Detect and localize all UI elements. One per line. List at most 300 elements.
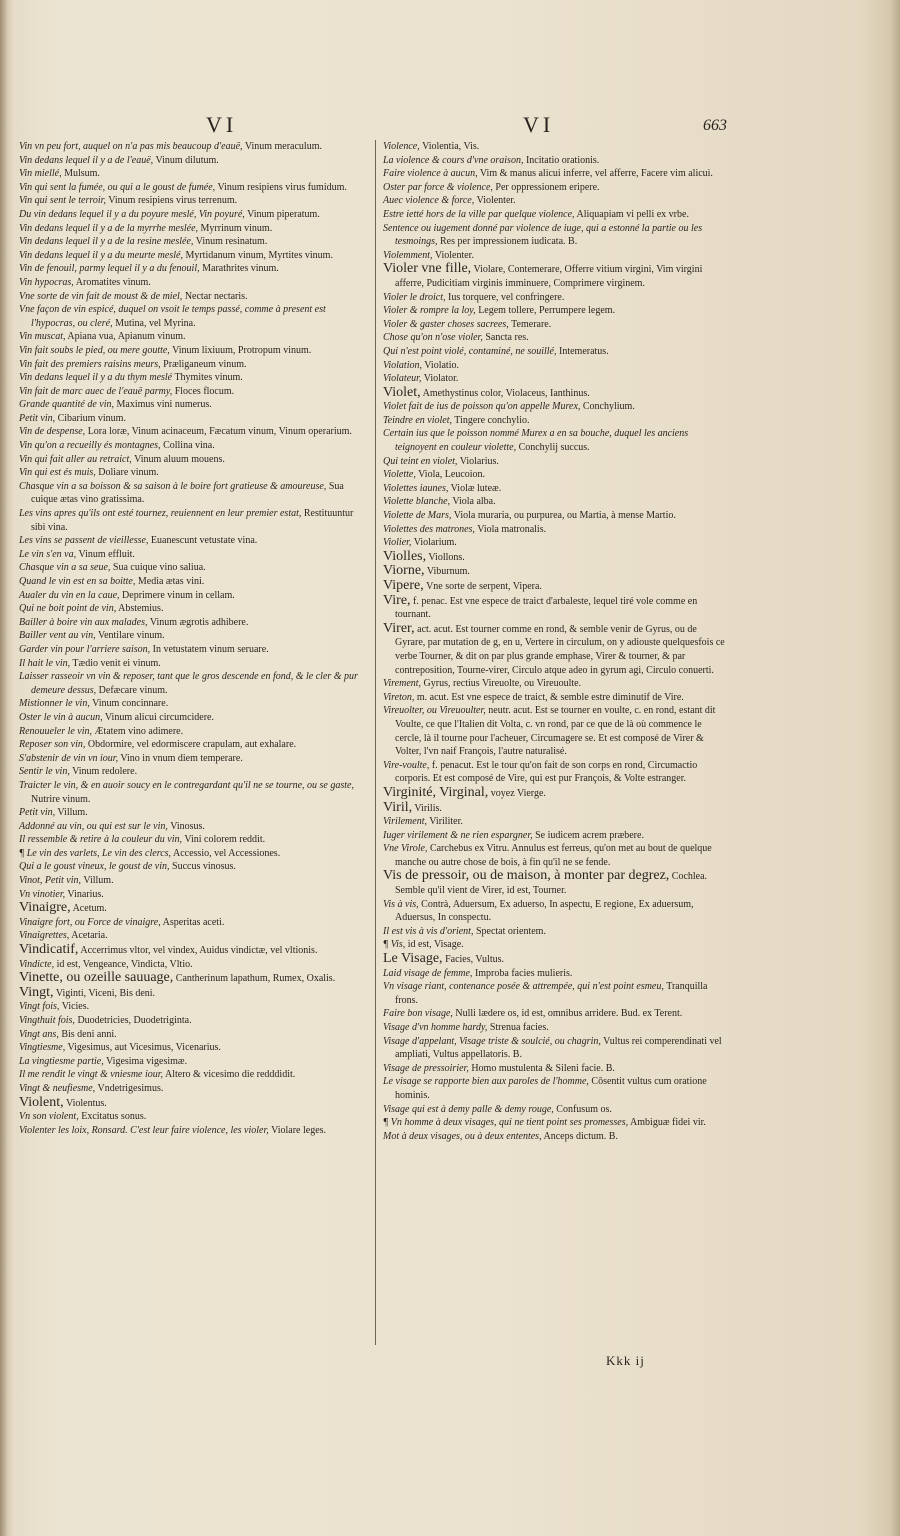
- entry-translation: Villum.: [81, 875, 114, 887]
- entry-headword: Chose qu'on n'ose violer,: [383, 332, 483, 344]
- entry-headword: Laisser rasseoir vn vin & reposer, tant que le gros descende en fond, & le cler & pur demeure dessus,: [19, 671, 358, 696]
- entry-translation: Myrrinum vinum.: [198, 222, 273, 234]
- entry-translation: Vultus rei comperendinati vel ampliati, Vultus appellatoris. B.: [395, 1035, 722, 1061]
- entry-headword: Chasque vin a sa seue,: [19, 562, 111, 574]
- dictionary-entry: [19, 290, 367, 304]
- dictionary-entry: [19, 534, 367, 548]
- entry-translation: Mulsum.: [61, 168, 100, 180]
- entry-headword: ¶ Le vin des varlets, Le vin des clercs,: [19, 847, 172, 859]
- dictionary-entry: [383, 291, 728, 305]
- dictionary-entry: [383, 400, 728, 414]
- entry-headword: Mot à deux visages, ou à deux ententes,: [383, 1130, 542, 1142]
- entry-translation: Aromatites vinum.: [73, 276, 151, 288]
- entry-headword: Visage d'appelant, Visage triste & soulcié, ou chagrin,: [383, 1035, 601, 1047]
- entry-headword: Aualer du vin en la caue,: [19, 589, 120, 601]
- dictionary-entry: [19, 833, 367, 847]
- dictionary-entry: [383, 509, 728, 523]
- dictionary-entry: [383, 938, 728, 952]
- entry-headword: Violation,: [383, 359, 422, 371]
- entry-headword: Violer vne fille,: [383, 261, 472, 277]
- entry-translation: Nutrire vinum.: [31, 793, 91, 805]
- entry-translation: Sua cuique ætas vino gratissima.: [31, 480, 344, 506]
- entry-translation: Vinarius.: [65, 888, 104, 900]
- dictionary-entry: [19, 1028, 367, 1042]
- entry-translation: Media ætas vini.: [135, 576, 205, 587]
- dictionary-entry: [383, 579, 728, 594]
- dictionary-entry: [19, 222, 367, 236]
- dictionary-entry: [19, 194, 367, 208]
- entry-headword: Virilement,: [383, 816, 427, 828]
- dictionary-entry: [383, 414, 728, 428]
- entry-translation: Vinum concinnare.: [89, 698, 169, 710]
- dictionary-entry: [19, 847, 367, 861]
- entry-translation: Acetum.: [70, 903, 107, 915]
- entry-translation: Nectar nectaris.: [182, 290, 248, 302]
- entry-translation: Deprimere vinum in cellam.: [119, 589, 235, 601]
- entry-headword: Il est vis à vis d'orient,: [383, 925, 474, 937]
- entry-translation: Duodetricies, Duodetriginta.: [74, 1015, 192, 1026]
- entry-headword: Vin qui sent le terroir,: [19, 195, 106, 207]
- entry-headword: Vin fait des premiers raisins meurs,: [19, 358, 161, 370]
- dictionary-entry: [19, 181, 367, 195]
- dictionary-entry: [19, 1041, 367, 1055]
- entry-headword: Viril,: [383, 799, 413, 815]
- entry-headword: Faire violence à aucun,: [383, 168, 478, 180]
- entry-translation: Vinum lixiuum, Protropum vinum.: [169, 344, 312, 356]
- dictionary-entry: [383, 1116, 728, 1130]
- dictionary-entry: [383, 801, 728, 816]
- entry-headword: Vin dedans lequel il y a du meurte meslé,: [19, 249, 183, 261]
- entry-translation: Ambiguæ fidei vir.: [628, 1117, 706, 1129]
- dictionary-entry: [19, 466, 367, 480]
- entry-translation: Viola alba.: [450, 496, 496, 508]
- entry-headword: Les vins apres qu'ils ont esté tournez, reuiennent en leur premier estat,: [19, 508, 302, 520]
- entry-translation: Abstemius.: [116, 603, 164, 615]
- entry-headword: Estre ietté hors de la ville par quelque violence,: [383, 208, 575, 220]
- dictionary-entry: [383, 1075, 728, 1102]
- dictionary-entry: [19, 1055, 367, 1069]
- entry-translation: Maximus vini numerus.: [113, 399, 212, 411]
- entry-translation: Bis deni anni.: [58, 1028, 117, 1040]
- entry-translation: Violator.: [421, 373, 459, 385]
- dictionary-entry: [383, 154, 728, 168]
- entry-translation: Intemeratus.: [556, 345, 609, 357]
- dictionary-entry: [19, 916, 367, 930]
- entry-headword: Iuger virilement & ne rien espargner,: [383, 829, 533, 841]
- dictionary-entry: [19, 888, 367, 902]
- dictionary-entry: [19, 1110, 367, 1124]
- dictionary-entry: [383, 1103, 728, 1117]
- dictionary-entry: [383, 194, 728, 208]
- dictionary-entry: [383, 304, 728, 318]
- dictionary-entry: [383, 331, 728, 345]
- dictionary-entry: [19, 425, 367, 439]
- dictionary-entry: [19, 929, 367, 943]
- entry-translation: Violenter.: [432, 249, 474, 261]
- dictionary-entry: [19, 779, 367, 806]
- dictionary-entry: [383, 523, 728, 537]
- dictionary-entry: [383, 677, 728, 691]
- entry-headword: Vinaigre fort, ou Force de vinaigre,: [19, 916, 161, 928]
- entry-translation: In vetustatem vinum seruare.: [150, 643, 269, 655]
- entry-headword: Violet fait de ius de poisson qu'on appelle Murex,: [383, 401, 581, 413]
- entry-translation: Aliquapiam vi pelli ex vrbe.: [574, 208, 689, 220]
- entry-headword: Violles,: [383, 548, 427, 564]
- entry-headword: Vne façon de vin espicé, duquel on vsoit le temps passé, comme à present est l'hypocras, ou cleré,: [19, 304, 326, 329]
- entry-headword: Vingt ans,: [19, 1028, 59, 1040]
- right-column: [383, 140, 728, 1143]
- entry-headword: Violier,: [383, 537, 412, 549]
- entry-translation: Vne sorte de serpent, Vipera.: [423, 581, 542, 592]
- entry-headword: Vin fait de marc auec de l'eauë parmy,: [19, 385, 173, 397]
- entry-translation: act. acut. Est tourner comme en rond, & semble venir de Gyrus, ou de Gyrare, par mutation de g, en u, Vertere in circulum, on y adiouste quelquesfois ce verbe Tourner, & dit on par plus grande emphase, Virer & tourner, & par contreposition, Tourne-virer, Circulo atque adeo in gyrum agi, Circulo conuerti.: [395, 623, 725, 676]
- entry-headword: Les vins se passent de vieillesse,: [19, 535, 149, 547]
- entry-translation: Vim & manus alicui inferre, vel afferre, Facere vim alicui.: [477, 168, 713, 180]
- entry-translation: Vinum ægrotis adhibere.: [147, 616, 249, 628]
- entry-translation: Accerrimus vltor, vel vindex, Auidus vindictæ, vel vltionis.: [78, 945, 318, 957]
- entry-headword: Vin muscat,: [19, 331, 66, 343]
- entry-translation: Spectat orientem.: [473, 925, 546, 937]
- dictionary-entry: [19, 249, 367, 263]
- entry-translation: Collina vina.: [160, 440, 215, 452]
- entry-translation: Conchylij succus.: [516, 442, 590, 454]
- entry-headword: Il ressemble & retire à la couleur du vin,: [19, 834, 183, 846]
- entry-translation: Accessio, vel Accessiones.: [171, 847, 281, 859]
- dictionary-entry: [383, 1007, 728, 1021]
- dictionary-entry: [383, 704, 728, 758]
- entry-translation: Strenua facies.: [487, 1022, 549, 1033]
- printer-signature: Kkk ij: [606, 1353, 645, 1368]
- dictionary-entry: [383, 359, 728, 373]
- entry-headword: Vinette, ou ozeille sauuage,: [19, 970, 174, 986]
- dictionary-entry: [19, 561, 367, 575]
- entry-headword: Il me rendit le vingt & vniesme iour,: [19, 1069, 164, 1081]
- entry-headword: Violent,: [19, 1094, 64, 1110]
- dictionary-entry: [383, 468, 728, 482]
- entry-translation: Ventilare vinum.: [95, 630, 165, 642]
- dictionary-entry: [19, 765, 367, 779]
- dictionary-entry: [19, 575, 367, 589]
- entry-translation: Nulli lædere os, id est, omnibus arridere. Bud. ex Terent.: [452, 1008, 683, 1020]
- dictionary-entry: [19, 670, 367, 697]
- entry-headword: Bailler à boire vin aux malades,: [19, 616, 148, 628]
- entry-translation: Violenter.: [474, 195, 516, 207]
- entry-translation: Acetaria.: [69, 930, 108, 942]
- dictionary-entry: [19, 616, 367, 630]
- entry-headword: Violette,: [383, 469, 416, 481]
- entry-translation: Se iudicem acrem præbere.: [532, 829, 644, 841]
- entry-translation: Myrtidanum vinum, Myrtites vinum.: [182, 249, 333, 261]
- entry-headword: Violette de Mars,: [383, 510, 452, 522]
- entry-translation: Mutina, vel Myrina.: [112, 317, 196, 329]
- dictionary-entry: [19, 820, 367, 834]
- entry-headword: Visage qui est à demy palle & demy rouge,: [383, 1103, 554, 1115]
- entry-headword: Virement,: [383, 678, 422, 690]
- dictionary-entry: [383, 181, 728, 195]
- dictionary-entry: [19, 235, 367, 249]
- dictionary-entry: [19, 643, 367, 657]
- entry-translation: Facies, Vultus.: [442, 954, 504, 966]
- entry-translation: id est, Vengeance, Vindicta, Vltio.: [54, 958, 193, 970]
- entry-translation: Lora loræ, Vinum acinaceum, Fæcatum vinum, Vinum operarium.: [85, 426, 352, 438]
- page-number: 663: [703, 117, 727, 134]
- entry-headword: Certain ius que le poisson nommé Murex a en sa bouche, duquel les anciens teignoyent en couleur violette,: [383, 428, 689, 454]
- dictionary-entry: [19, 398, 367, 412]
- entry-translation: Sua cuique vino saliua.: [110, 562, 206, 574]
- entry-translation: Per oppressionem eripere.: [492, 181, 600, 193]
- entry-translation: Conchylium.: [580, 401, 635, 413]
- entry-headword: Teindre en violet,: [383, 414, 452, 426]
- entry-translation: Viriliter.: [426, 816, 463, 828]
- entry-translation: Homo mustulenta & Sileni facie. B.: [468, 1062, 615, 1074]
- entry-headword: Vin dedans lequel il y a de la resine meslée,: [19, 236, 194, 248]
- dictionary-entry: [383, 1021, 728, 1035]
- entry-headword: Mistionner le vin,: [19, 698, 90, 710]
- entry-headword: Laid visage de femme,: [383, 967, 473, 979]
- dictionary-entry: [19, 1082, 367, 1096]
- entry-translation: Violare leges.: [268, 1124, 327, 1136]
- entry-headword: Oster le vin à aucun,: [19, 711, 103, 723]
- entry-translation: Tingere conchylio.: [451, 414, 530, 426]
- dictionary-entry: [19, 752, 367, 766]
- entry-headword: Vis à vis,: [383, 898, 419, 910]
- dictionary-entry: [19, 1000, 367, 1014]
- entry-headword: Violettes des matrones,: [383, 523, 475, 535]
- dictionary-entry: [383, 980, 728, 1007]
- entry-translation: Thymites vinum.: [172, 372, 243, 384]
- entry-headword: Vireton,: [383, 691, 415, 703]
- dictionary-entry: [383, 622, 728, 677]
- entry-translation: m. acut. Est vne espece de traict, & semble estre diminutif de Vire.: [414, 691, 684, 703]
- dictionary-entry: [19, 262, 367, 276]
- entry-translation: id est, Visage.: [405, 939, 464, 951]
- dictionary-entry: [19, 208, 367, 222]
- dictionary-entry: [19, 154, 367, 168]
- dictionary-entry: [383, 495, 728, 509]
- entry-translation: Marathrites vinum.: [199, 263, 279, 275]
- entry-headword: Violet,: [383, 384, 421, 400]
- dictionary-entry: [19, 412, 367, 426]
- dictionary-entry: [19, 1096, 367, 1111]
- entry-headword: Vn visage riant, contenance posée & attrempée, qui n'est point esmeu,: [383, 981, 664, 993]
- entry-headword: Vin fait soubs le pied, ou mere goutte,: [19, 344, 170, 356]
- entry-headword: Vin vn peu fort, auquel on n'a pas mis beaucoup d'eauë,: [19, 141, 243, 152]
- dictionary-entry: [383, 691, 728, 705]
- entry-headword: La vingtiesme partie,: [19, 1055, 104, 1067]
- dictionary-entry: [19, 344, 367, 358]
- entry-headword: Faire bon visage,: [383, 1008, 453, 1020]
- entry-headword: Vingt fois,: [19, 1001, 60, 1013]
- entry-translation: Ætatem vino adimere.: [92, 725, 184, 737]
- entry-headword: Vis de pressoir, ou de maison, à monter par degrez,: [383, 868, 670, 884]
- entry-headword: Virer,: [383, 620, 415, 636]
- entry-headword: Vire-voulte,: [383, 759, 430, 771]
- entry-translation: Asperitas aceti.: [160, 916, 225, 928]
- dictionary-entry: [19, 1124, 367, 1138]
- dictionary-entry: [19, 697, 367, 711]
- entry-headword: Qui ne boit point de vin,: [19, 603, 117, 615]
- entry-headword: Reposer son vin,: [19, 739, 86, 751]
- entry-translation: Vino in vnum diem temperare.: [118, 752, 243, 764]
- entry-translation: Apiana vua, Apianum vinum.: [65, 331, 186, 343]
- entry-translation: Virilis.: [412, 802, 442, 814]
- entry-translation: Viola muraria, ou purpurea, ou Martia, à mense Martio.: [451, 510, 676, 522]
- entry-translation: Amethystinus color, Violaceus, Ianthinus.: [420, 387, 590, 399]
- dictionary-entry: [19, 958, 367, 972]
- entry-translation: Improba facies mulieris.: [472, 967, 573, 979]
- entry-translation: Cantherinum lapathum, Rumex, Oxalis.: [173, 973, 336, 985]
- dictionary-entry: [383, 1130, 728, 1144]
- entry-headword: ¶ Vis,: [383, 939, 406, 951]
- dictionary-entry: [19, 385, 367, 399]
- entry-translation: Excitatus sonus.: [78, 1111, 147, 1123]
- entry-translation: Ius torquere, vel confringere.: [445, 291, 565, 303]
- entry-headword: Le Visage,: [383, 951, 443, 967]
- entry-headword: Petit vin,: [19, 807, 56, 819]
- left-column: [19, 140, 367, 1137]
- entry-headword: Vin dedans lequel il y a de la myrrhe meslée,: [19, 222, 199, 234]
- entry-translation: Defæcare vinum.: [96, 684, 168, 696]
- entry-headword: Sentence ou iugement donné par violence de iuge, qui a estonné la partie ou les tesmoings,: [383, 222, 703, 248]
- entry-translation: Temerare.: [508, 318, 552, 330]
- dictionary-entry: [19, 806, 367, 820]
- entry-headword: Traicter le vin, & en auoir soucy en le contregardant qu'il ne se tourne, ou se gaste,: [19, 779, 354, 791]
- entry-headword: Le visage se rapporte bien aux paroles de l'homme,: [383, 1076, 589, 1088]
- entry-headword: Petit vin,: [19, 412, 56, 424]
- entry-headword: Vin de fenouil, parmy lequel il y a du fenouil,: [19, 263, 200, 275]
- entry-headword: Auec violence & force,: [383, 195, 475, 207]
- dictionary-entry: [383, 372, 728, 386]
- entry-headword: Vindicte,: [19, 958, 55, 970]
- entry-translation: Vinum aluum mouens.: [131, 453, 225, 465]
- entry-headword: Sentir le vin,: [19, 766, 70, 778]
- dictionary-entry: [19, 725, 367, 739]
- entry-translation: Obdormire, vel edormiscere crapulam, aut exhalare.: [85, 739, 297, 751]
- dictionary-entry: [383, 140, 728, 154]
- entry-headword: Viorne,: [383, 563, 425, 579]
- dictionary-entry: [19, 971, 367, 986]
- dictionary-entry: [383, 345, 728, 359]
- dictionary-entry: [19, 167, 367, 181]
- entry-translation: Præliganeum vinum.: [160, 358, 247, 370]
- entry-translation: Vinum alicui circumcidere.: [102, 711, 214, 723]
- entry-headword: Vn son violent,: [19, 1111, 79, 1123]
- entry-translation: Cōsentit vultus cum oratione hominis.: [395, 1076, 707, 1101]
- dictionary-entry: [383, 829, 728, 843]
- dictionary-entry: [19, 330, 367, 344]
- entry-translation: Violentia, Vis.: [419, 141, 480, 152]
- dictionary-entry: [383, 262, 728, 290]
- entry-headword: Vin dedans lequel il y a du thym meslé: [19, 372, 173, 384]
- entry-translation: Villum.: [55, 807, 88, 819]
- entry-translation: Viginti, Viceni, Bis deni.: [53, 987, 156, 999]
- entry-headword: Violenter les loix, Ronsard. C'est leur faire violence, les violer,: [19, 1124, 269, 1136]
- dictionary-entry: [19, 371, 367, 385]
- entry-headword: Vinaigrettes,: [19, 930, 70, 942]
- entry-headword: ¶ Vn homme à deux visages, qui ne tient point ses promesses,: [383, 1117, 629, 1129]
- entry-translation: Vicies.: [59, 1001, 90, 1013]
- entry-headword: Vin qui fait aller au retraict,: [19, 453, 132, 465]
- entry-headword: Vingt,: [19, 984, 54, 1000]
- entry-translation: voyez Vierge.: [488, 787, 546, 799]
- entry-headword: Vin qui sent la fumée, ou qui a le goust de fumée,: [19, 181, 216, 193]
- dictionary-entry: [383, 1035, 728, 1062]
- entry-translation: Restituuntur sibi vina.: [31, 508, 354, 533]
- dictionary-entry: [19, 657, 367, 671]
- entry-translation: Legem tollere, Perrumpere legem.: [475, 305, 616, 317]
- dictionary-entry: [19, 602, 367, 616]
- entry-translation: Vinum effluit.: [76, 548, 135, 560]
- dictionary-entry: [19, 1014, 367, 1028]
- entry-translation: Vndetrigesimus.: [95, 1082, 164, 1094]
- entry-translation: Vinum dilutum.: [153, 154, 219, 166]
- entry-translation: Sancta res.: [482, 332, 529, 344]
- entry-headword: Vne sorte de vin fait de moust & de miel,: [19, 290, 183, 302]
- entry-headword: Renouueler le vin,: [19, 725, 93, 737]
- running-head-right: VI: [523, 112, 555, 137]
- entry-translation: Incitatio orationis.: [523, 154, 600, 166]
- dictionary-entry: [383, 967, 728, 981]
- dictionary-entry: [383, 594, 728, 622]
- entry-headword: Vne Virole,: [383, 843, 428, 855]
- entry-translation: Vinum resinatum.: [193, 236, 268, 248]
- dictionary-entry: [383, 318, 728, 332]
- entry-translation: Contrà, Aduersum, Ex aduerso, In aspectu, E regione, Ex aduersum, Aduersus, In conspectu.: [395, 898, 694, 924]
- entry-headword: Addonné au vin, ou qui est sur le vin,: [19, 820, 168, 832]
- entry-headword: Qui n'est point violé, contaminé, ne souillé,: [383, 345, 557, 357]
- entry-translation: Vinum resipiens virus terrenum.: [105, 195, 238, 207]
- entry-translation: Anceps dictum. B.: [541, 1130, 618, 1142]
- entry-headword: Vin qui est és muis,: [19, 467, 96, 479]
- dictionary-entry: [19, 453, 367, 467]
- entry-headword: Grande quantité de vin,: [19, 399, 114, 411]
- entry-headword: Virginité, Virginal,: [383, 784, 489, 800]
- dictionary-entry: [383, 550, 728, 565]
- entry-headword: Violateur,: [383, 373, 422, 385]
- entry-translation: Vini colorem reddit.: [182, 834, 266, 846]
- entry-headword: Oster par force & violence,: [383, 181, 493, 193]
- entry-headword: Violer & rompre la loy,: [383, 305, 476, 317]
- dictionary-entry: [19, 943, 367, 958]
- entry-translation: Vinum redolere.: [69, 766, 138, 778]
- dictionary-entry: [383, 455, 728, 469]
- entry-headword: Vin de despense,: [19, 426, 86, 438]
- entry-headword: Vin miellé,: [19, 168, 62, 180]
- dictionary-entry: [383, 815, 728, 829]
- dictionary-entry: [383, 222, 728, 249]
- entry-translation: Vinosus.: [167, 820, 205, 832]
- entry-translation: Violarius.: [457, 455, 499, 467]
- entry-translation: Vinum resipiens virus fumidum.: [215, 181, 347, 193]
- entry-headword: Vinot, Petit vin,: [19, 875, 82, 887]
- entry-translation: Altero & vicesimo die redddidit.: [163, 1069, 296, 1081]
- dictionary-entry: [383, 869, 728, 897]
- dictionary-entry: [19, 629, 367, 643]
- entry-translation: Violare, Contemerare, Offerre vitium virgini, Vim virgini afferre, Pudicitiam virginis imminuere, Comprimere virginem.: [395, 264, 703, 289]
- entry-translation: Viburnum.: [424, 566, 470, 578]
- entry-headword: Qui teint en violet,: [383, 455, 458, 467]
- entry-translation: Tædio venit ei vinum.: [70, 657, 161, 669]
- entry-translation: Cochlea. Semble qu'il vient de Virer, id est, Tourner.: [395, 871, 708, 897]
- entry-translation: f. penac. Est vne espece de traict d'arbaleste, lequel tiré vole comme en tournant.: [395, 595, 698, 621]
- entry-translation: Carchebus ex Vitru. Annulus est ferreus, qu'on met au bout de quelque manche ou autre chose de bois, à fin qu'il ne se fende.: [395, 843, 712, 868]
- entry-headword: Qui a le goust vineux, le goust de vin,: [19, 861, 170, 873]
- dictionary-entry: [383, 249, 728, 263]
- entry-headword: Le vin s'en va,: [19, 548, 77, 560]
- entry-headword: Violence,: [383, 141, 420, 152]
- dictionary-entry: [383, 208, 728, 222]
- entry-headword: Vin qu'on a recueilly és montagnes,: [19, 440, 161, 452]
